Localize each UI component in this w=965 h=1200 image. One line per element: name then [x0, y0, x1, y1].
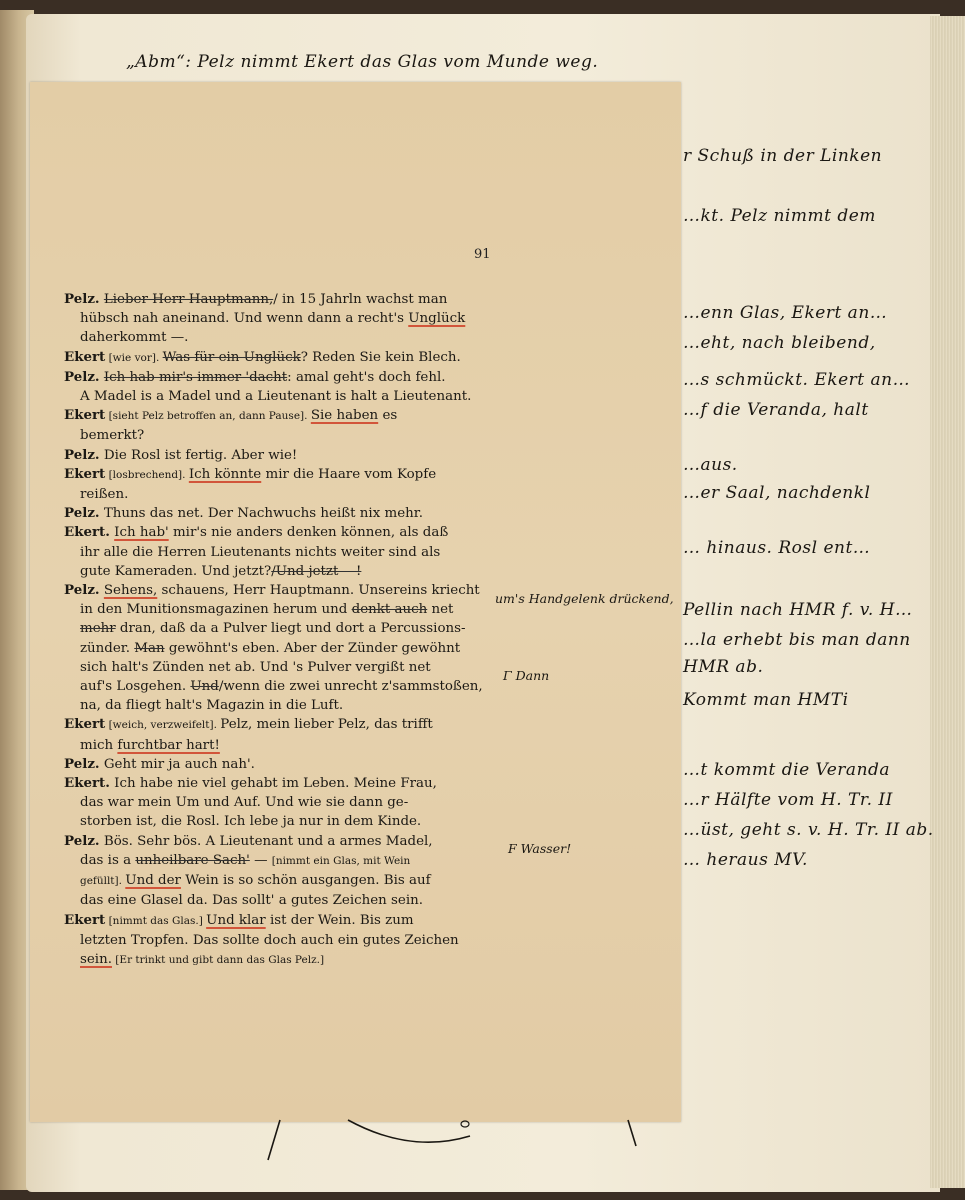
text-segment: das war mein Um und Auf. Und wie sie dann ge-	[80, 795, 409, 811]
text-segment: bemerkt?	[80, 428, 145, 444]
text-line	[64, 619, 496, 638]
text-line	[64, 639, 496, 658]
speaker-name: Pelz.	[64, 446, 100, 463]
stage-direction: [weich, verzweifelt].	[105, 719, 221, 732]
speaker-name: Pelz.	[64, 368, 100, 385]
text-segment: Sie haben	[310, 408, 379, 424]
handwritten-right-note: …kt. Pelz nimmt dem	[683, 206, 876, 226]
text-line	[64, 465, 496, 485]
text-line	[64, 755, 496, 774]
handwritten-right-note: …enn Glas, Ekert an…	[683, 303, 888, 323]
text-line	[64, 600, 496, 619]
text-segment: storben ist, die Rosl. Ich lebe ja nur in dem Kinde.	[80, 814, 422, 830]
text-line	[64, 891, 496, 910]
page-stack-edge	[930, 16, 965, 1188]
text-segment: Und der	[125, 873, 181, 889]
text-line	[64, 677, 496, 696]
handwritten-right-note: …er Saal, nachdenkl	[683, 483, 871, 503]
margin-note: Γ Dann	[503, 668, 550, 683]
text-line	[64, 950, 496, 970]
text-line	[64, 851, 496, 871]
speaker-name: Ekert	[64, 911, 106, 928]
text-segment: daherkommt —.	[80, 330, 189, 346]
text-segment: auf's Losgehen.	[80, 679, 191, 695]
text-segment: das is a	[80, 852, 136, 868]
text-segment: Was für ein Unglück	[162, 349, 301, 365]
text-segment: Pelz, mein lieber Pelz, das trifft	[220, 717, 433, 733]
text-line	[64, 871, 496, 891]
stage-direction: [nimmt ein Glas, mit Wein	[271, 854, 411, 867]
text-segment: denkt auch	[351, 602, 428, 618]
handwritten-right-note: …aus.	[683, 455, 738, 475]
handwritten-right-note: …t kommt die Veranda	[683, 760, 891, 780]
text-segment: letzten Tropfen. Das sollte doch auch ein gutes Zeichen	[80, 932, 459, 948]
text-segment: Geht mir ja auch nah'.	[99, 756, 255, 772]
text-line	[64, 774, 496, 793]
text-line	[64, 931, 496, 950]
text-segment: Und klar	[206, 912, 266, 928]
text-segment: : amal geht's doch fehl.	[287, 369, 446, 385]
text-segment: —	[249, 852, 272, 868]
text-segment: ? Reden Sie kein Blech.	[300, 349, 461, 365]
speaker-name: Pelz.	[64, 505, 100, 522]
text-segment: schauens, Herr Hauptmann. Unsereins kriecht	[157, 583, 480, 599]
margin-note: um's Handgelenk drückend,	[495, 591, 674, 607]
handwritten-right-note: Pellin nach HMR f. v. H…	[683, 600, 913, 620]
text-segment: Ich hab'	[114, 525, 169, 541]
text-segment: in den Munitionsmagazinen herum und	[80, 602, 352, 618]
handwritten-right-note: … heraus MV.	[683, 850, 808, 870]
text-line	[64, 446, 496, 465]
text-segment: mir's nie anders denken können, als daß	[168, 525, 449, 541]
stage-direction: [sieht Pelz betroffen an, dann Pause].	[105, 410, 311, 423]
speaker-name: Ekert	[64, 348, 106, 365]
text-segment: /wenn die zwei unrecht z'sammstoßen,	[218, 679, 483, 695]
handwritten-right-note: …f die Veranda, halt	[683, 400, 869, 420]
text-segment: / in 15 Jahrln wachst man	[273, 292, 448, 307]
handwritten-right-note: …r Hälfte vom H. Tr. II	[683, 790, 893, 810]
text-segment: sein.	[80, 951, 112, 967]
text-line	[64, 736, 496, 755]
text-segment: Ich könnte	[188, 466, 262, 482]
text-line	[64, 793, 496, 812]
text-segment: ihr alle die Herren Lieutenants nichts weiter sind als	[80, 544, 441, 560]
speaker-name: Ekert.	[64, 775, 110, 792]
text-line	[64, 581, 496, 600]
text-line	[64, 368, 496, 387]
text-line	[64, 504, 496, 523]
speaker-name: Ekert	[64, 465, 106, 482]
handwritten-right-note: Kommt man HMTi	[683, 690, 849, 710]
text-line	[64, 543, 496, 562]
text-line	[64, 812, 496, 831]
text-line	[64, 328, 496, 347]
text-line	[64, 658, 496, 677]
speaker-name: Ekert	[64, 716, 106, 733]
speaker-name: Pelz.	[64, 832, 100, 849]
handwritten-top-note: „Abm“: Pelz nimmt Ekert das Glas vom Munde weg.	[126, 52, 599, 72]
text-segment: sich halt's Zünden net ab. Und 's Pulver vergißt net	[80, 659, 431, 675]
speaker-name: Ekert.	[64, 524, 110, 541]
text-segment: es	[378, 408, 398, 424]
play-text	[64, 290, 496, 970]
text-line	[64, 485, 496, 504]
speaker-name: Pelz.	[64, 291, 100, 307]
handwritten-right-note: … hinaus. Rosl ent…	[683, 538, 871, 558]
text-segment: /Und jetzt —!	[271, 563, 362, 579]
text-segment: das eine Glasel da. Das sollt' a gutes Zeichen sein.	[80, 893, 423, 909]
text-line	[64, 523, 496, 542]
speaker-name: Pelz.	[64, 755, 100, 772]
handwritten-right-note: …eht, nach bleibend,	[683, 333, 876, 353]
text-segment: hübsch nah aneinand. Und wenn dann a recht's	[80, 311, 409, 327]
text-segment: Und	[190, 679, 219, 695]
text-segment: Die Rosl ist fertig. Aber wie!	[99, 447, 298, 463]
text-line	[64, 426, 496, 445]
text-line	[64, 832, 496, 851]
text-segment: dran, daß da a Pulver liegt und dort a Percussions-	[115, 621, 466, 637]
text-line	[64, 406, 496, 426]
text-segment: gute Kameraden. Und jetzt?	[80, 563, 272, 579]
text-segment: mir die Haare vom Kopfe	[261, 466, 437, 482]
text-segment: zünder.	[80, 640, 135, 656]
text-line	[64, 715, 496, 735]
stage-direction: [losbrechend].	[105, 468, 189, 481]
text-segment: Ich hab mir's immer 'dacht	[103, 369, 288, 385]
text-segment: A Madel is a Madel und a Lieutenant is halt a Lieutenant.	[80, 389, 472, 405]
stage-direction: [Er trinkt und gibt dann das Glas Pelz.]	[111, 953, 325, 966]
text-line	[64, 348, 496, 368]
speaker-name: Pelz.	[64, 582, 100, 599]
handwritten-right-note: …üst, geht s. v. H. Tr. II ab.	[683, 820, 934, 840]
stage-direction: [wie vor].	[105, 351, 163, 364]
text-segment: na, da fliegt halt's Magazin in die Luft.	[80, 698, 344, 714]
text-segment: Lieber Herr Hauptmann,	[103, 292, 274, 307]
text-segment: Man	[134, 640, 165, 656]
stage-direction: [nimmt das Glas.]	[105, 914, 207, 927]
stage-sketch	[260, 1118, 650, 1168]
text-line	[64, 290, 496, 309]
text-segment: net	[427, 602, 454, 618]
text-segment: mehr	[80, 621, 116, 637]
text-segment: ist der Wein. Bis zum	[265, 912, 414, 928]
text-segment: Thuns das net. Der Nachwuchs heißt nix mehr.	[99, 506, 423, 522]
stage-direction: gefüllt].	[80, 875, 126, 888]
text-segment: reißen.	[80, 487, 129, 503]
speaker-name: Ekert	[64, 407, 106, 424]
text-line	[64, 911, 496, 931]
text-segment: unheilbare Sach'	[135, 852, 250, 868]
handwritten-right-note: …la erhebt bis man dann	[683, 630, 911, 650]
text-line	[64, 696, 496, 715]
text-line	[64, 387, 496, 406]
text-segment: Bös. Sehr bös. A Lieutenant und a armes Madel,	[99, 833, 433, 849]
text-segment: Ich habe nie viel gehabt im Leben. Meine Frau,	[109, 776, 437, 792]
text-segment: mich	[80, 737, 118, 753]
text-segment: furchtbar hart!	[117, 737, 220, 753]
handwritten-right-note: r Schuß in der Linken	[683, 146, 883, 166]
text-segment: Wein is so schön ausgangen. Bis auf	[180, 873, 431, 889]
text-line	[64, 309, 496, 328]
text-segment: Sehens,	[103, 583, 158, 599]
text-segment: gewöhnt's eben. Aber der Zünder gewöhnt	[164, 640, 461, 656]
handwritten-right-note: …s schmückt. Ekert an…	[683, 370, 911, 390]
handwritten-right-note: HMR ab.	[683, 657, 764, 677]
text-line	[64, 562, 496, 581]
text-segment: Unglück	[408, 311, 466, 327]
page-number: 91	[474, 247, 491, 262]
margin-note: F Wasser!	[508, 840, 572, 856]
